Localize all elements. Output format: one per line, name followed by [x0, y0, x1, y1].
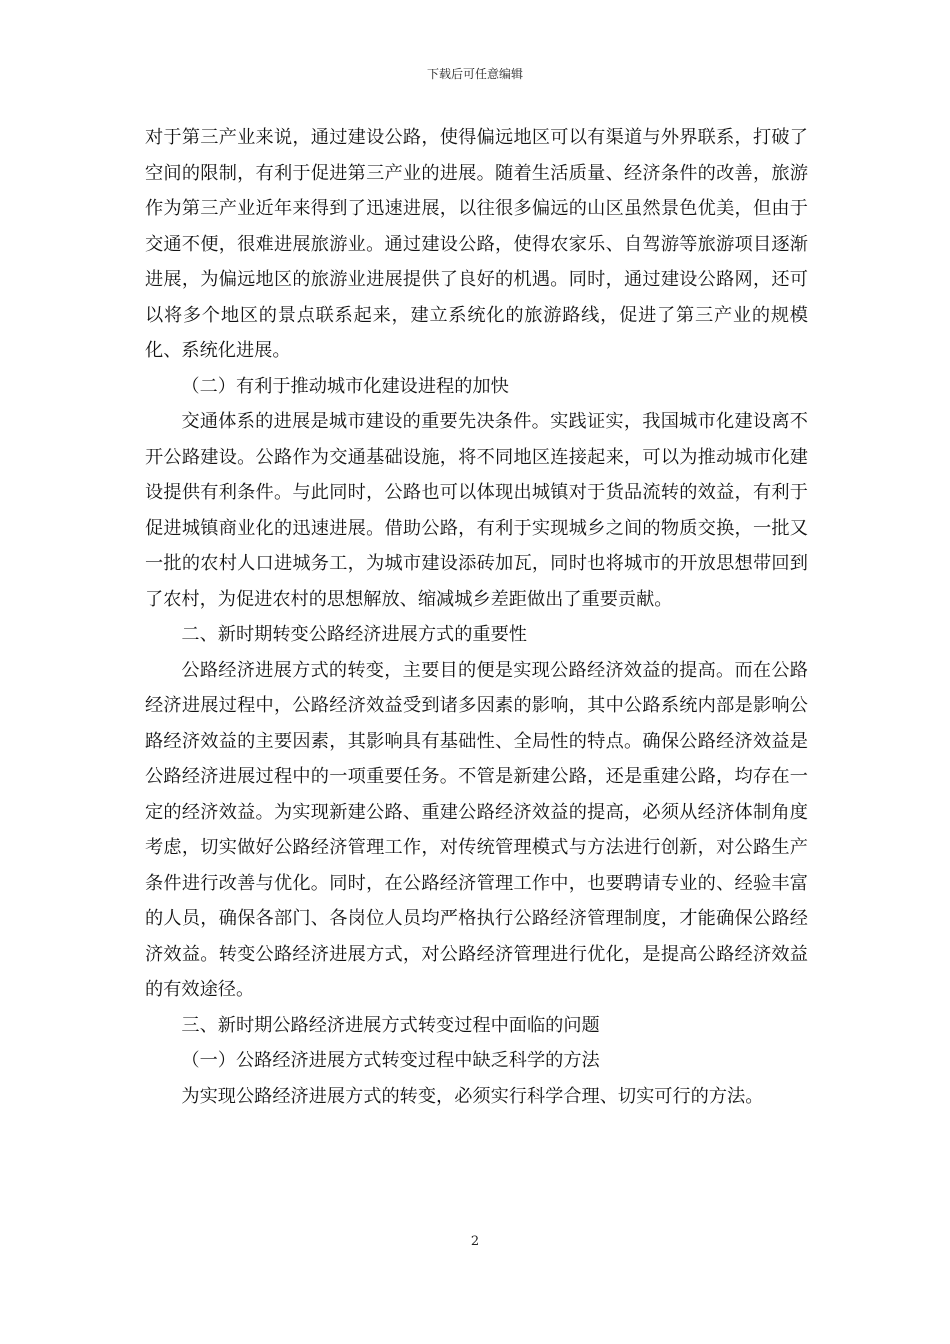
paragraph-importance: 公路经济进展方式的转变，主要目的便是实现公路经济效益的提高。而在公路经济进展过程中，公路经济效益受到诸多因素的影响，其中公路系统内部是影响公路经济效益的主要因素，其影响具有基础性、全局性的特点。确保公路经济效益是公路经济进展过程中的一项重要任务。不管是新建公路，还是重建公路，均存在一定的经济效益。为实现新建公路、重建公路经济效益的提高，必须从经济体制角度考虑，切实做好公路经济管理工作，对传统管理模式与方法进行创新，对公路生产条件进行改善与优化。同时，在公路经济管理工作中，也要聘请专业的、经验丰富的人员，确保各部门、各岗位人员均严格执行公路经济管理制度，才能确保公路经济效益。转变公路经济进展方式，对公路经济管理进行优化，是提高公路经济效益的有效途径。 [145, 659, 808, 1000]
paragraph-methods: 为实现公路经济进展方式的转变，必须实行科学合理、切实可行的方法。 [181, 1085, 764, 1107]
paragraph-urbanization: 交通体系的进展是城市建设的重要先决条件。实践证实，我国城市化建设离不开公路建设。公路作为交通基础设施，将不同地区连接起来，可以为推动城市化建设提供有利条件。与此同时，公路也可以体现出城镇对于货品流转的效益，有利于促进城镇商业化的迅速进展。借助公路，有利于实现城乡之间的物质交换，一批又一批的农村人口进城务工，为城市建设添砖加瓦，同时也将城市的开放思想带回到了农村，为促进农村的思想解放、缩减城乡差距做出了重要贡献。 [145, 411, 808, 610]
subheading-urbanization: （二）有利于推动城市化建设进程的加快 [181, 375, 509, 397]
document-body [145, 120, 808, 1114]
paragraph-tertiary-industry: 对于第三产业来说，通过建设公路，使得偏远地区可以有渠道与外界联系，打破了空间的限制，有利于促进第三产业的进展。随着生活质量、经济条件的改善，旅游作为第三产业近年来得到了迅速进展，以往很多偏远的山区虽然景色优美，但由于交通不便，很难进展旅游业。通过建设公路，使得农家乐、自驾游等旅游项目逐渐进展，为偏远地区的旅游业进展提供了良好的机遇。同时，通过建设公路网，还可以将多个地区的景点联系起来，建立系统化的旅游路线，促进了第三产业的规模化、系统化进展。 [145, 127, 808, 361]
section-heading-importance: 二、新时期转变公路经济进展方式的重要性 [181, 624, 527, 645]
page-number: 2 [470, 1234, 480, 1249]
page-header: 下载后可任意编辑 [426, 67, 523, 81]
section-heading-problems: 三、新时期公路经济进展方式转变过程中面临的问题 [181, 1014, 600, 1036]
subheading-lack-of-methods: （一）公路经济进展方式转变过程中缺乏科学的方法 [181, 1050, 600, 1071]
